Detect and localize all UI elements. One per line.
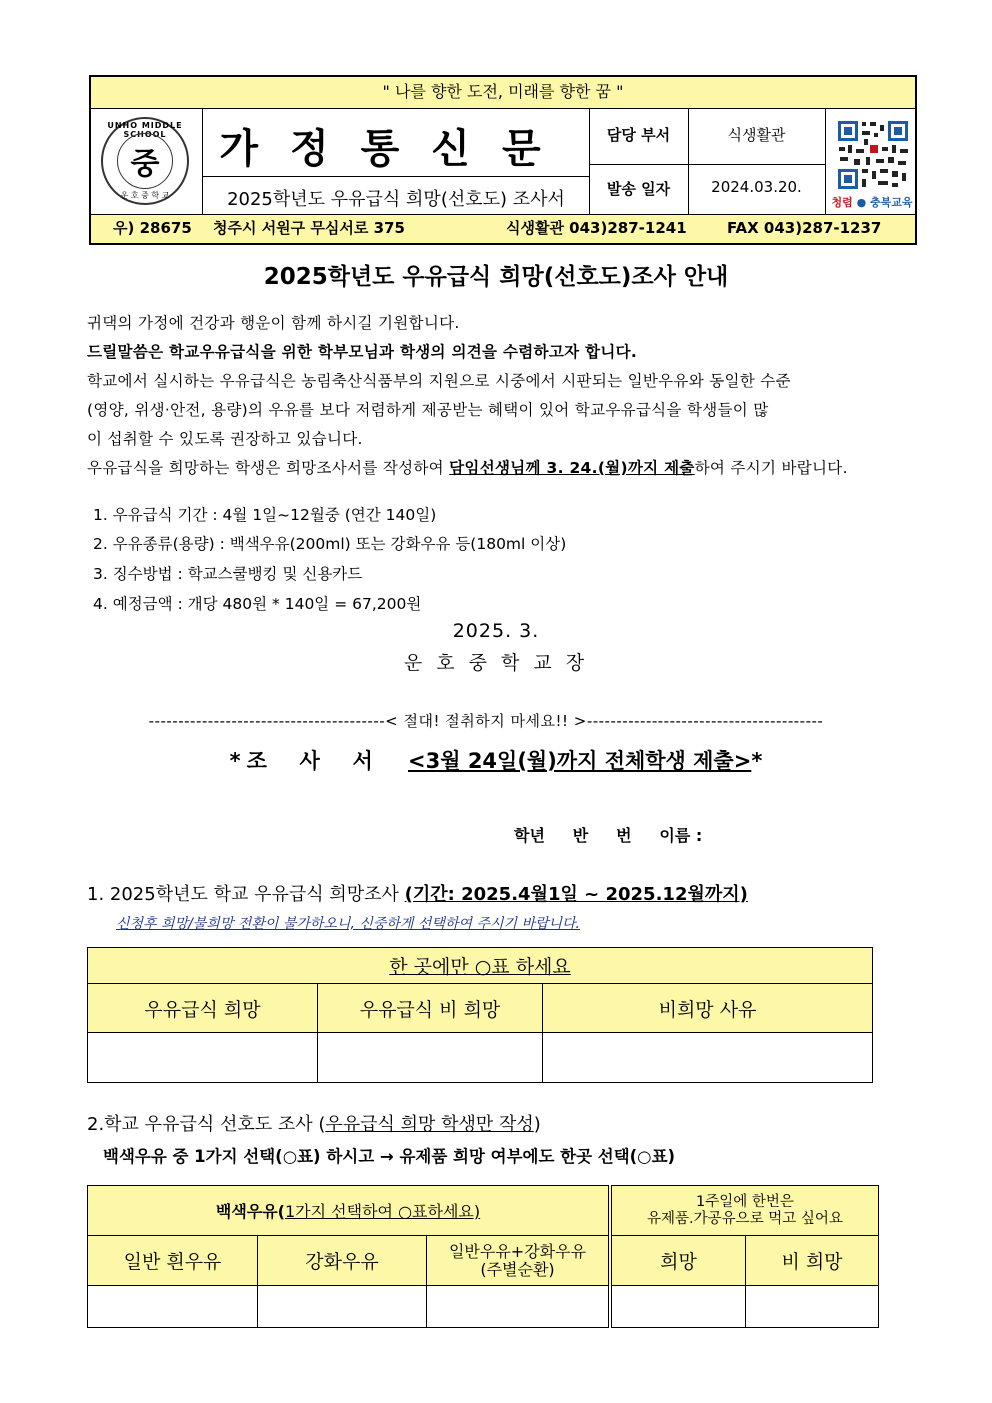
dept-value: 식생활관: [727, 126, 786, 144]
intro-line: 드릴말씀은 학교우유급식을 위한 학부모님과 학생의 의견을 수렴하고자 합니다.: [87, 343, 638, 361]
fax-number: FAX 043)287-1237: [727, 219, 882, 237]
question-2: 2.학교 우유급식 선호도 조사 (우유급식 희망 학생만 작성): [87, 1114, 541, 1135]
answer-cell-dairy-hope[interactable]: [610, 1286, 746, 1328]
deadline-line: 우유급식을 희망하는 학생은 희망조사서를 작성하여 담임선생님께 3. 24.(월)까지 제출하여 주시기 바랍니다.: [87, 459, 848, 477]
contact-bar: [91, 214, 915, 243]
greeting-line: 귀댁의 가정에 건강과 행운이 함께 하시길 기원합니다.: [87, 314, 460, 332]
newsletter-subtitle: 2025학년도 우유급식 희망(선호도) 조사서: [227, 189, 565, 210]
question-1-note: 신청후 희망/불희망 전환이 불가하오니, 신중하게 선택하여 주시기 바랍니다.: [116, 916, 581, 932]
col-fortified-milk: 강화우유: [258, 1236, 427, 1286]
signer: 운 호 중 학 교 장: [403, 652, 589, 674]
answer-cell-fortified[interactable]: [258, 1286, 427, 1328]
white-milk-header: 백색우유(1가지 선택하여 ○표하세요): [88, 1186, 611, 1236]
qr-code-icon[interactable]: [836, 119, 910, 191]
table-header: 한 곳에만 ○표 하세요: [88, 948, 873, 984]
cut-line: ----------------------------------------< 절대! 절취하지 마세요!! >----------------------------------------: [148, 712, 824, 730]
survey-title: *조 사 서 <3월 24일(월)까지 전체학생 제출>*: [229, 749, 763, 773]
question-1: 1. 2025학년도 학교 우유급식 희망조사 (기간: 2025.4월1일 ~ 2025.12월까지): [87, 884, 748, 905]
body-line: (영양, 위생·안전, 용량)의 우유를 보다 저렴하게 제공받는 혜택이 있어 학교우유급식을 학생들이 많: [87, 401, 769, 419]
newsletter-header: [89, 75, 917, 245]
dept-label: 담당 부서: [606, 126, 671, 144]
school-address: 청주시 서원구 무심서로 375: [213, 219, 405, 237]
school-motto: " 나를 향한 도전, 미래를 향한 꿈 ": [91, 77, 915, 109]
col-dairy-no-hope: 비 희망: [746, 1236, 879, 1286]
col-no-hope: 우유급식 비 희망: [318, 984, 543, 1033]
answer-cell-no-hope[interactable]: [318, 1033, 543, 1083]
school-logo: UNHO MIDDLE SCHOOL 중 운 호 중 학 교: [101, 117, 189, 205]
col-dairy-hope: 희망: [610, 1236, 746, 1286]
postal-code: 우) 28675: [113, 219, 192, 237]
answer-cell-reason[interactable]: [543, 1033, 873, 1083]
answer-cell-dairy-no-hope[interactable]: [746, 1286, 879, 1328]
milk-type-table: [87, 1185, 879, 1328]
info-item: 1. 우유급식 기간 : 4월 1일~12월중 (연간 140일): [93, 506, 437, 524]
student-info-fields[interactable]: 학년 반 번 이름 :: [514, 826, 703, 845]
answer-cell-hope[interactable]: [88, 1033, 318, 1083]
info-item: 2. 우유종류(용량) : 백색우유(200ml) 또는 강화우유 등(180ml 이상): [93, 535, 567, 553]
col-hope: 우유급식 희망: [88, 984, 318, 1033]
body-line: 이 섭취할 수 있도록 권장하고 있습니다.: [87, 430, 363, 448]
date-value: 2024.03.20.: [711, 178, 802, 196]
info-item: 4. 예정금액 : 개당 480원 * 140일 = 67,200원: [93, 595, 422, 613]
col-reason: 비희망 사유: [543, 984, 873, 1033]
col-regular-milk: 일반 흰우유: [88, 1236, 258, 1286]
page-title: 가정통신문: [219, 125, 573, 172]
col-mixed-milk: 일반우유+강화우유 (주별순환): [427, 1236, 611, 1286]
phone-number: 식생활관 043)287-1241: [506, 219, 687, 237]
notice-heading: 2025학년도 우유급식 희망(선호도)조사 안내: [263, 264, 729, 290]
dairy-header: 1주일에 한번은 유제품.가공유으로 먹고 싶어요: [610, 1186, 879, 1236]
notice-date: 2025. 3.: [452, 620, 540, 642]
answer-cell-regular[interactable]: [88, 1286, 258, 1328]
qr-caption: 청렴 ● 충북교육: [831, 196, 913, 209]
body-line: 학교에서 실시하는 우유급식은 농림축산식품부의 지원으로 시중에서 시판되는 일반우유와 동일한 수준: [87, 372, 791, 390]
question-2-instruction: 백색우유 중 1가지 선택(○표) 하시고 → 유제품 희망 여부에도 한곳 선택(○표): [103, 1147, 676, 1166]
answer-cell-mixed[interactable]: [427, 1286, 611, 1328]
info-item: 3. 징수방법 : 학교스쿨뱅킹 및 신용카드: [93, 565, 363, 583]
milk-preference-table: [87, 947, 873, 1083]
date-label: 발송 일자: [606, 180, 671, 198]
